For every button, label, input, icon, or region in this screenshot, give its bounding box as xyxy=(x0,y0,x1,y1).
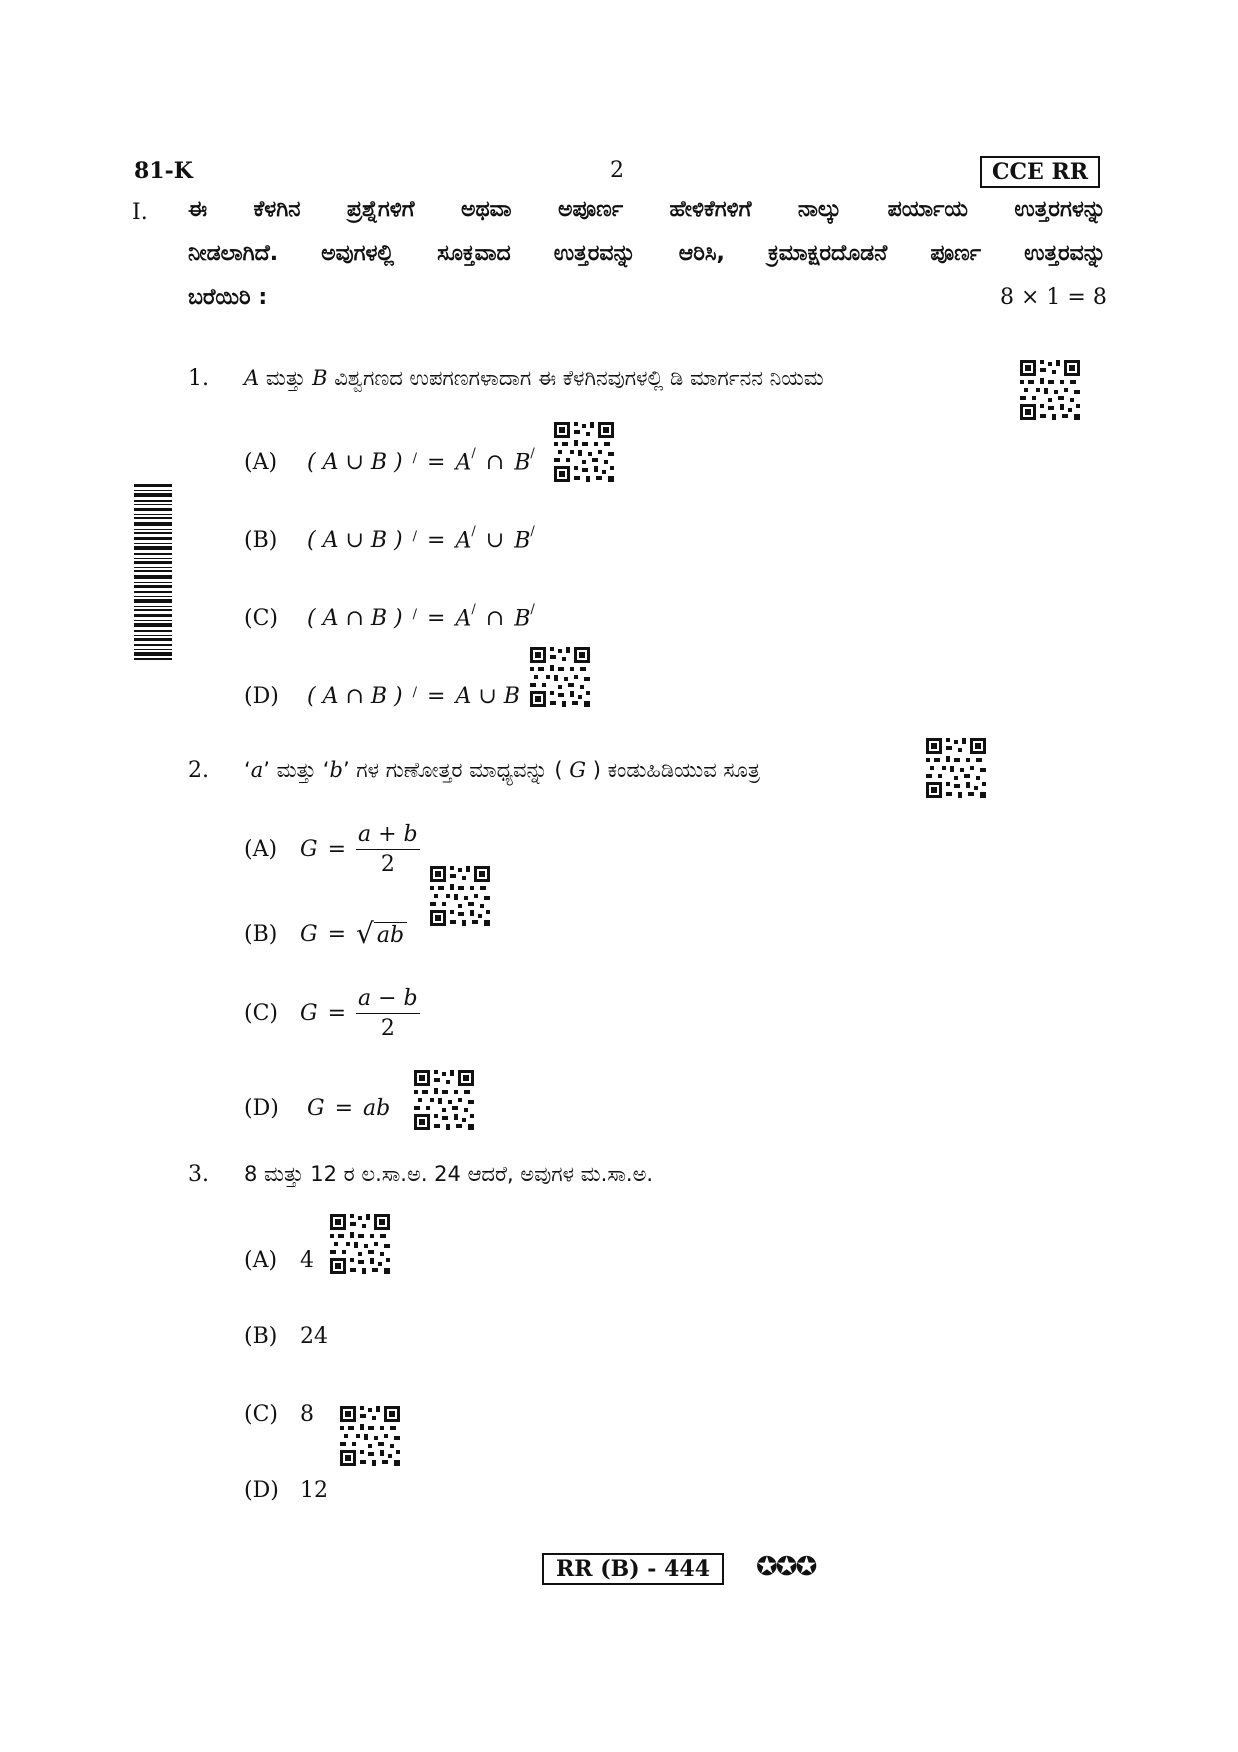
question-text xyxy=(244,758,760,783)
option-label: (C) xyxy=(244,1402,278,1427)
square-root xyxy=(356,917,407,950)
question-text: 8 ಮತ್ತು 12 ರ ಲ.ಸಾ.ಅ. 24 ಆದರೆ, ಅವುಗಳ ಮ.ಸಾ.ಅ. xyxy=(244,1162,654,1186)
expr-lhs: G xyxy=(300,837,318,862)
page-number: 2 xyxy=(610,158,624,183)
qr-code-icon xyxy=(328,1212,392,1276)
var-b: b xyxy=(329,758,343,782)
option-row xyxy=(244,1324,328,1349)
option-expression xyxy=(307,602,535,632)
expr-lhs: ( A ∪ B ) xyxy=(307,528,403,554)
prime-mark: / xyxy=(530,602,535,617)
option-label: (A) xyxy=(244,450,278,476)
prime-mark: / xyxy=(530,524,535,539)
option-label: (A) xyxy=(244,1248,278,1273)
option-label: (D) xyxy=(244,684,279,709)
set-operator: ∩ xyxy=(485,450,505,476)
option-row xyxy=(244,1096,390,1121)
expr-rhs: A xyxy=(455,450,472,476)
expr-lhs: G xyxy=(307,1096,325,1121)
qr-code-icon xyxy=(528,645,592,709)
question-text-part: ವಿಶ್ವಗಣದ ಉಪಗಣಗಳಾದಾಗ ಈ ಕೆಳಗಿನವುಗಳಲ್ಲಿ ಡಿ ಮಾರ್ಗನನ ನಿಯಮ xyxy=(327,366,824,390)
question-number: 1. xyxy=(188,366,209,391)
option-label: (C) xyxy=(244,606,278,632)
expr-rhs: A xyxy=(455,528,472,554)
prime-mark: / xyxy=(471,602,476,617)
option-value: 12 xyxy=(300,1478,328,1503)
fraction-numerator: a − b xyxy=(356,986,420,1014)
option-label: (B) xyxy=(244,921,278,947)
option-label: (B) xyxy=(244,528,278,554)
fraction-numerator: a + b xyxy=(356,822,420,850)
option-label: (C) xyxy=(244,1001,278,1026)
expr-rhs: ab xyxy=(363,1096,391,1121)
footer-star-marks: ✪✪✪ xyxy=(756,1552,816,1582)
equals-sign: = xyxy=(427,528,446,554)
var-a: a xyxy=(250,758,264,782)
series-code-box: CCE RR xyxy=(980,156,1100,188)
question-text-part: ಮತ್ತು xyxy=(259,366,313,390)
expr-rhs2: B xyxy=(514,606,531,632)
option-row xyxy=(244,446,535,476)
option-expression xyxy=(300,822,420,877)
option-row xyxy=(244,1248,314,1273)
prime-mark: / xyxy=(412,529,418,545)
var-g: G xyxy=(569,758,587,782)
expr-lhs: G xyxy=(300,1001,318,1026)
qr-code-icon xyxy=(338,1404,402,1468)
radicand: ab xyxy=(374,922,407,948)
option-label: (B) xyxy=(244,1324,278,1349)
question-text xyxy=(244,366,824,391)
question-text-part: ’ ಗಳ ಗುಣೋತ್ತರ ಮಾಧ್ಯವನ್ನು ( xyxy=(342,758,570,782)
option-label: (D) xyxy=(244,1478,279,1503)
question-text-part: ) ಕಂಡುಹಿಡಿಯುವ ಸೂತ್ರ xyxy=(586,758,760,782)
barcode-icon xyxy=(134,484,172,660)
option-row xyxy=(244,822,420,877)
option-label: (D) xyxy=(244,1096,279,1121)
equals-sign: = xyxy=(427,450,446,476)
equals-sign: = xyxy=(427,684,446,709)
set-a-var: A xyxy=(244,366,260,390)
fraction-denominator: 2 xyxy=(380,1016,395,1041)
expr-lhs: G xyxy=(300,921,318,947)
set-b-var: B xyxy=(312,366,328,390)
expr-rhs: A ∪ B xyxy=(455,684,520,709)
option-row xyxy=(244,1478,328,1503)
footer-code-box: RR (B) - 444 xyxy=(542,1553,724,1585)
qr-code-icon xyxy=(552,420,616,484)
option-value: 4 xyxy=(300,1248,314,1273)
set-operator: ∩ xyxy=(485,606,505,632)
option-expression xyxy=(300,986,420,1041)
fraction xyxy=(356,986,420,1041)
fraction xyxy=(356,822,420,877)
instruction-line-3: ಬರೆಯಿರಿ : xyxy=(188,285,268,310)
option-row xyxy=(244,524,535,554)
option-expression xyxy=(307,1096,390,1121)
paper-code: 81-K xyxy=(134,158,193,184)
expr-lhs: ( A ∩ B ) xyxy=(307,684,403,709)
question-text-part: ‘ xyxy=(244,758,251,782)
instruction-line-1: ಈ ಕೆಳಗಿನ ಪ್ರಶ್ನೆಗಳಿಗೆ ಅಥವಾ ಅಪೂರ್ಣ ಹೇಳಿಕೆಗಳಿಗೆ ನಾಲ್ಕು ಪರ್ಯಾಯ ಉತ್ತರಗಳನ್ನು xyxy=(188,197,1106,222)
expr-rhs2: B xyxy=(514,528,531,554)
option-value: 24 xyxy=(300,1324,328,1349)
question-number: 3. xyxy=(188,1162,209,1187)
prime-mark: / xyxy=(412,607,418,623)
question-number: 2. xyxy=(188,758,209,783)
expr-rhs: A xyxy=(455,606,472,632)
option-value: 8 xyxy=(300,1402,314,1427)
set-operator: ∪ xyxy=(485,528,505,554)
equals-sign: = xyxy=(327,1001,347,1026)
option-expression xyxy=(300,917,407,950)
qr-code-icon xyxy=(924,736,988,800)
prime-mark: / xyxy=(471,524,476,539)
marks-allocation: 8 × 1 = 8 xyxy=(1000,285,1107,310)
expr-lhs: ( A ∪ B ) xyxy=(307,450,403,476)
qr-code-icon xyxy=(412,1068,476,1132)
option-row xyxy=(244,602,535,632)
option-expression xyxy=(307,524,535,554)
option-expression xyxy=(307,446,535,476)
expr-lhs: ( A ∩ B ) xyxy=(307,606,403,632)
qr-code-icon xyxy=(1018,358,1082,422)
option-row xyxy=(244,684,520,709)
equals-sign: = xyxy=(334,1096,354,1121)
equals-sign: = xyxy=(327,921,347,947)
option-row xyxy=(244,986,420,1041)
fraction-denominator: 2 xyxy=(380,852,395,877)
radical-sign: √ xyxy=(356,917,374,950)
question-text-part: ’ ಮತ್ತು ‘ xyxy=(263,758,330,782)
equals-sign: = xyxy=(427,606,446,632)
qr-code-icon xyxy=(428,864,492,928)
prime-mark: / xyxy=(471,446,476,461)
instruction-line-2: ನೀಡಲಾಗಿದೆ. ಅವುಗಳಲ್ಲಿ ಸೂಕ್ತವಾದ ಉತ್ತರವನ್ನು ಆರಿಸಿ, ಕ್ರಮಾಕ್ಷರದೊಡನೆ ಪೂರ್ಣ ಉತ್ತರವನ್ನು xyxy=(188,241,1106,266)
prime-mark: / xyxy=(412,451,418,467)
option-expression xyxy=(307,684,520,709)
section-number: I. xyxy=(132,200,148,225)
option-label: (A) xyxy=(244,837,278,862)
prime-mark: / xyxy=(530,446,535,461)
expr-rhs2: B xyxy=(514,450,531,476)
option-row xyxy=(244,1402,314,1427)
equals-sign: = xyxy=(327,837,347,862)
prime-mark: / xyxy=(412,685,418,700)
option-row xyxy=(244,917,407,950)
